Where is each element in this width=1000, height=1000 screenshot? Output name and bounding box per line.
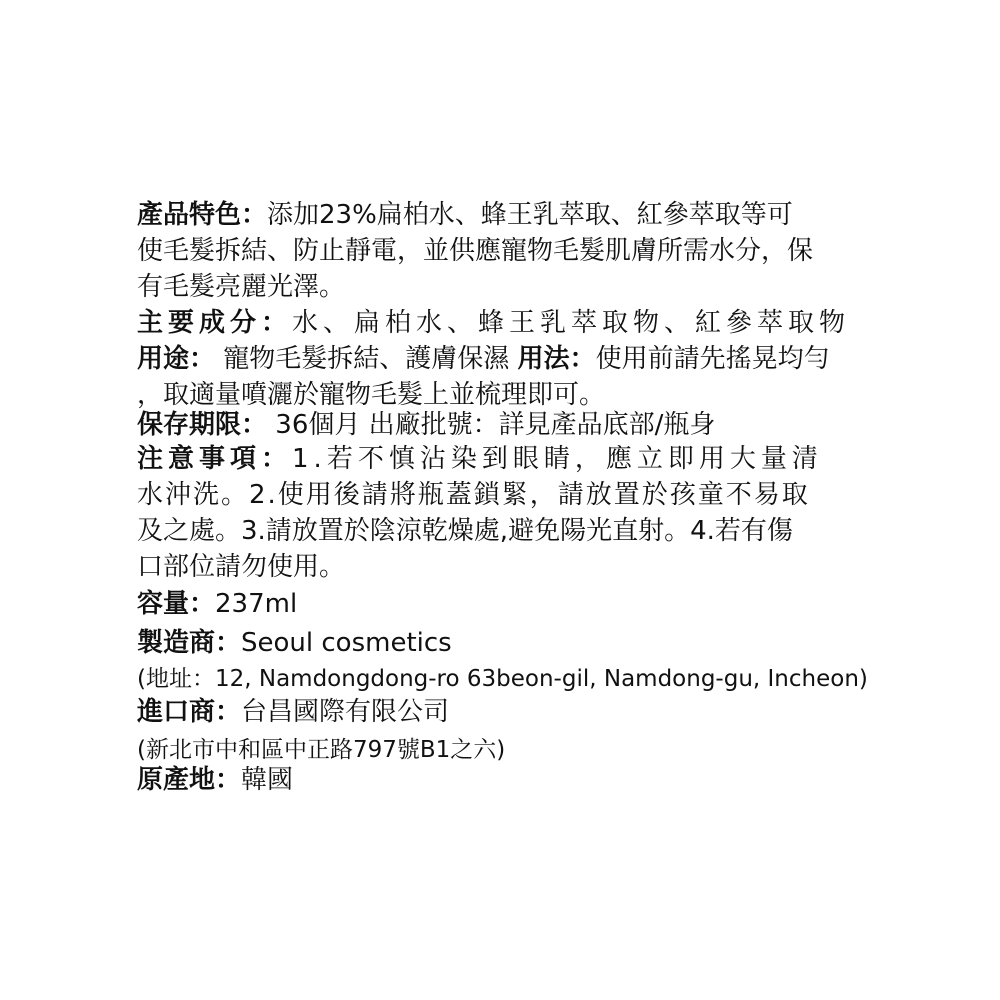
origin-label: 原產地： — [137, 765, 242, 795]
origin-value: 韓國 — [241, 765, 294, 795]
cautions-label: 注意事項： — [137, 444, 293, 474]
usage-section — [137, 341, 872, 413]
ingredients-section — [137, 305, 872, 341]
product-features-section — [137, 197, 872, 305]
cautions-text-3: 及之處。3.請放置於陰涼乾燥處,避免陽光直射。4.若有傷 — [137, 516, 793, 546]
ingredients-value: 水、扁柏水、蜂王乳萃取物、紅參萃取物 — [292, 308, 851, 338]
manufacturer-value: Seoul cosmetics — [241, 628, 452, 658]
features-text-3: 有毛髮亮麗光澤。 — [137, 272, 346, 302]
storage-value: 36個月 出廠批號：詳見產品底部/瓶身 — [267, 410, 716, 440]
manufacturer-line — [137, 625, 872, 661]
volume-section — [137, 586, 872, 622]
importer-label: 進口商： — [137, 697, 242, 727]
cautions-text-4: 口部位請勿使用。 — [137, 552, 346, 582]
features-text-2: 使毛髮拆結、防止靜電，並供應寵物毛髮肌膚所需水分，保 — [137, 236, 814, 266]
features-label: 產品特色： — [137, 200, 268, 230]
features-text-1: 添加23%扁柏水、蜂王乳萃取、紅參萃取等可 — [267, 200, 793, 230]
cautions-text-1: 1.若不慎沾染到眼睛，應立即用大量清 — [292, 444, 823, 474]
manufacturer-label: 製造商： — [137, 628, 242, 658]
cautions-text-2: 水沖洗。2.使用後請將瓶蓋鎖緊，請放置於孩童不易取 — [137, 480, 810, 510]
origin-section — [137, 762, 872, 798]
purpose-value: 寵物毛髮拆結、護膚保濕 — [215, 344, 518, 374]
volume-label: 容量： — [137, 589, 216, 619]
manufacturer-section — [137, 625, 872, 697]
method-label: 用法： — [517, 344, 596, 374]
importer-line — [137, 694, 872, 730]
usage-line-1 — [137, 341, 872, 377]
importer-section — [137, 694, 872, 768]
cautions-line-1 — [137, 441, 872, 477]
ingredients-label: 主要成分： — [137, 308, 293, 338]
purpose-label: 用途： — [137, 344, 216, 374]
importer-address: (新北市中和區中正路797號B1之六) — [137, 737, 506, 763]
features-line-1 — [137, 197, 872, 233]
volume-value: 237ml — [215, 589, 298, 619]
storage-label: 保存期限： — [137, 410, 268, 440]
manufacturer-address: (地址：12, Namdongdong-ro 63beon-gil, Namdong-gu, Incheon) — [137, 666, 868, 692]
method-value: 使用前請先搖晃均勻 — [595, 344, 830, 374]
cautions-section — [137, 441, 872, 585]
usage-line-2: ，取適量噴灑於寵物毛髮上並梳理即可。 — [137, 380, 606, 410]
importer-value: 台昌國際有限公司 — [241, 697, 450, 727]
storage-section — [137, 407, 872, 443]
